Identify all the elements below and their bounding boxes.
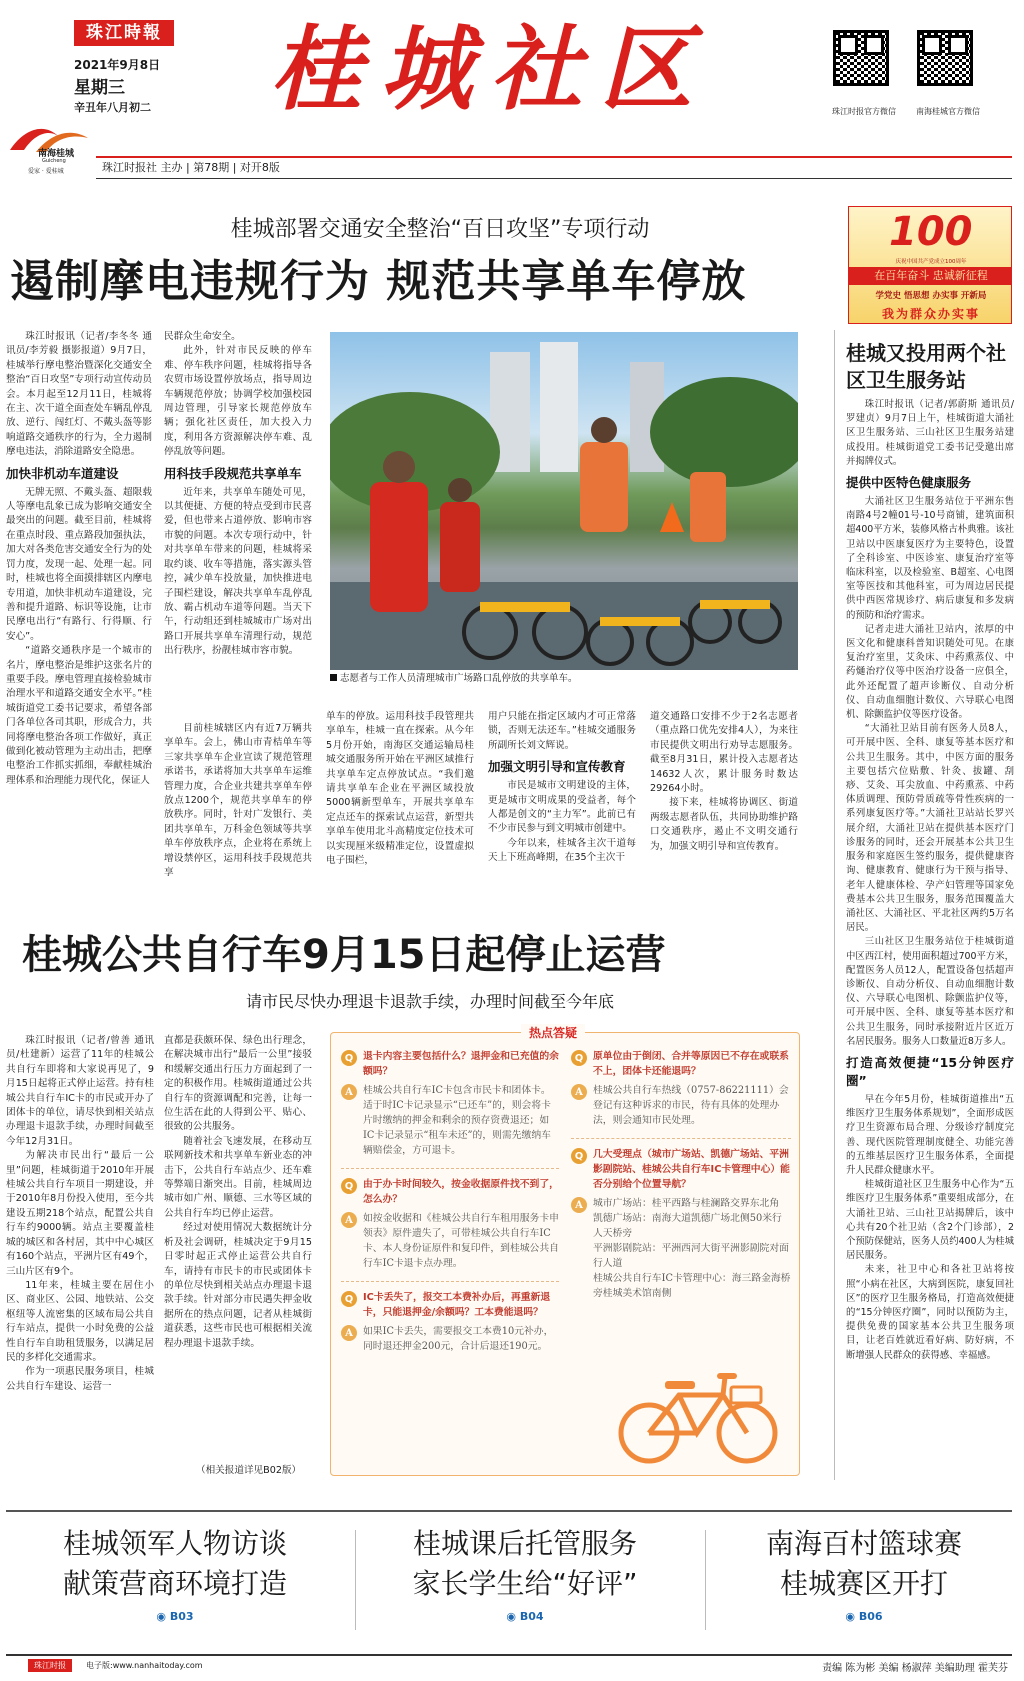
story1-paragraph: 珠江时报讯（记者/李冬冬 通讯员/李芳毅 摄影报道）9月7日，桂城举行摩电整治暨深化交通安全整治“百日攻坚”专项行动宣传动员会。本月起至12月11日，桂城将在主、次干道全面查处车辆乱停乱放、逆行、闯红灯、不戴头盔等影响道路交通秩序的行为，全力遏制摩电违法，消除道路安全隐患。	[6, 331, 152, 458]
story1-paragraph: 此外，针对市民反映的停车难、停车秩序问题，桂城将指导各农贸市场设置停放场点，指导周边车辆规范停放；协调学校加强校园周边管理，引导家长规范停放车辆；强化社区责任，加大投入力度，利用各方资源解决停车难、乱停乱放等问题。	[164, 345, 312, 458]
promo-3[interactable]	[716, 1524, 1012, 1644]
story3-headline: 桂城公共自行车9月15日起停止运营	[22, 932, 666, 978]
story1-paragraph: 今年以来，桂城各主次干道每天上下班高峰期，在35个主次干	[488, 837, 636, 864]
story1-column-6	[650, 710, 798, 900]
footer-tag: 珠江时报	[28, 1659, 72, 1672]
story2-divider	[834, 330, 835, 1480]
story1-column-5	[488, 710, 636, 900]
story2-subhead-1: 提供中医特色健康服务	[846, 475, 972, 491]
story2-paragraph: 早在今年5月份，桂城街道推出“五维医疗卫生服务体系规划”，全面形成医疗卫生资源布局合理、分级诊疗制度完善、现代医院管理制度健全、功能完善的五维基层医疗卫生服务体系，全面提升人民群众健康水平。	[846, 1093, 1014, 1176]
footer-url[interactable]: 电子版:www.nanhaitoday.com	[86, 1661, 203, 1670]
story3-paragraph: 作为一项惠民服务项目，桂城公共自行车建设、运营一	[6, 1366, 154, 1392]
answer-badge-icon: A	[341, 1325, 357, 1341]
promo-2-page[interactable]	[370, 1610, 680, 1623]
qa-answer	[341, 1324, 559, 1354]
promo-divider	[705, 1530, 706, 1630]
qa-answer-text: 如果IC卡丢失，需要报交工本费10元补办，同时退还押金200元，合计后退还190元。	[363, 1326, 554, 1352]
story1-photo[interactable]	[330, 332, 798, 670]
qr-caption-1: 珠江时报官方微信	[832, 107, 896, 116]
story2-paragraph: “大涌社卫站目前有医务人员8人，可开展中医、全科、康复等基本医疗和公共卫生服务。其中，中医方面的服务主要包括穴位贴敷、针灸、拔罐、刮痧、艾灸、耳尖放血、中药熏蒸、中药体质调理、预防骨质疏等骨性疾病的一系列康复医疗等。”大涌社卫站站长罗兴展介绍，大涌社卫站在提供基本医疗门诊服务的同时，还会开展基本公共卫生服务和家庭医生签约服务，提供健康咨询、健康教育、健康行为干预与指导、老年人健康体检、孕产妇管理等国家免费基本公共卫生服务，服务范围覆盖大涌社区、大涌社区、平北社区两约5万名居民。	[846, 723, 1014, 934]
promo-1-line1: 桂城领军人物访谈	[62, 1527, 287, 1560]
qa-answer-text: 桂城公共自行车IC卡包含市民卡和团体卡。适于时IC卡记录显示“已还车”的，则会将卡片时缴纳的押金和剩余的预存资费退还；如IC卡记录显示“租车未还”的，则需先缴纳车辆赔偿金，方可退卡。	[363, 1085, 551, 1156]
qa-question	[571, 1147, 791, 1192]
qr-caption-2: 南海桂城官方微信	[916, 107, 980, 116]
story2-paragraph: 未来，社卫中心和各社卫站将按照“小病在社区，大病到医院，康复回社区”的医疗卫生服务格局，打造高效便捷的“15分钟医疗圈”，同时以预防为主，提供免费的国家基本公共卫生服务项目，让老百姓就近看好病、防好病，不断增强人民群众的获得感、幸福感。	[846, 1264, 1014, 1361]
qa-question	[341, 1177, 559, 1207]
story2-paragraph: 记者走进大涌社卫站内，浓厚的中医文化和健康科普知识随处可见。在康复治疗室里，艾灸床、中药熏蒸仪、中药熥治疗仪等中医治疗设备一应俱全，此外还配置了超声诊断仪、自动分析仪、自动血细胞计数仪、六导联心电图机、除颤监护仪等医疗设备。	[846, 623, 1014, 721]
promo-3-line1: 南海百村篮球赛	[765, 1527, 962, 1560]
story2-subhead-2: 打造高效便捷“15分钟医疗圈”	[846, 1054, 1014, 1088]
side-ad-line3: 学党史 悟思想 办实事 开新局	[875, 291, 987, 301]
promo-top-rule	[6, 1510, 1012, 1512]
bicycle-icon	[613, 1367, 783, 1467]
side-ad-line1: 庆祝中国共产党成立100周年	[895, 259, 967, 265]
story3-paragraph: 为解决市民出行“最后一公里”问题，桂城街道于2010年开展桂城公共自行车项目一期建设，并于2010年8月份投入使用，至今共建设五期218个站点，配置公共自行车约9000辆。站点主要覆盖桂城的城区和各村居，其中中心城区有160个站点，平洲片区有49个，三山片区有9个。	[6, 1150, 154, 1277]
story2-paragraph: 三山社区卫生服务站位于桂城街道中区西江村，使用面积超过700平方米，配置医务人员12人，配置设备包括超声诊断仪、自动分析仪、自动血细胞计数仪、六导联心电图机、除颤监护仪等，可开展中医、全科、康复等基本医疗和公共卫生服务，同时承接附近片区近万名居民服务。服务人口数量近8万多人。	[846, 936, 1014, 1047]
story3-reference: （相关报道详见B02版）	[196, 1465, 302, 1476]
side-ad-line4: 我为群众办实事	[881, 307, 980, 321]
story2-paragraph: 珠江时报讯（记者/郭蔚斯 通讯员/罗建贞）9月7日上午，桂城街道大涌社区卫生服务站、三山社区卫生服务站建成投用。桂城街道党工委书记受邀出席并揭牌仪式。	[846, 399, 1014, 467]
qa-answer-text: 城市广场站：桂平西路与桂澜路交界东北角 凯德广场站：南海大道凯德广场北侧50米行人天桥旁 平洲影剧院站：平洲西河大街平洲影剧院对面行人道 桂城公共自行车IC卡管理中心：海三路金海桥旁桂城美术馆南侧	[593, 1198, 791, 1299]
story3-column-1	[6, 1034, 154, 1478]
story1-photo-caption	[330, 672, 798, 686]
story1-paragraph: 近年来，共享单车随处可见，以其便捷、方便的特点受到市民喜爱，但也带来占道停放、影响市容市貌的问题。本次专项行动中，针对共享单车带来的问题，桂城将采取约谈、收车等措施，落实源头管控，减少单车投放量，加快推进电子围栏建设，解决共享单车乱停乱放、霸占机动车道等问题。当天下午，行动组还到桂城城市广场对出路口开展共享单车清理行动，规范出行秩序，扮靓桂城市容市貌。	[164, 486, 312, 657]
qa-question-text: 退卡内容主要包括什么？退押金和已充值的余额吗？	[363, 1051, 559, 1077]
qa-answer	[571, 1196, 791, 1301]
story1-paragraph: 市民是城市文明建设的主体，更是城市文明成果的受益者，每个人都是创文的“主力军”。此前已有不少市民参与到文明城市创建中。	[488, 780, 636, 835]
story3-paragraph: 直都是获颇环保、绿色出行理念，在解决城市出行“最后一公里”接驳和缓解交通出行压力方面起到了一定的积极作用。桂城街道通过公共自行车的资源调配和完善，让每一位生活在此的人得到公平、贴心、很致的公共服务。	[164, 1035, 312, 1133]
photo-scene-icon	[330, 332, 798, 670]
story1-paragraph: 单车的停放。运用科技手段管理共享单车，桂城一直在探索。从今年5月份开始，南海区交通运输局桂城交通服务所开始在平洲区域推行共享单车定点停放试点。“我们邀请共享单车企业在平洲区域投放5000辆新型单车，开展共享单车定点还车的探索试点运营，新型共享单车使用北斗高精度定位技术可以实现厘米级精准定位，设置虚拟电子围栏，	[326, 711, 474, 867]
masthead-rule-bottom	[96, 178, 1012, 179]
qa-question-text: IC卡丢失了，报交工本费补办后，再重新退卡，只能退押金/余额吗？工本费能退吗？	[363, 1292, 551, 1318]
side-ad-party-100	[848, 206, 1012, 324]
story2-headline: 桂城又投用两个社区卫生服务站	[846, 341, 1006, 392]
caption-marker-icon	[330, 674, 337, 681]
question-badge-icon: Q	[341, 1291, 357, 1307]
qa-answer	[341, 1211, 559, 1271]
answer-badge-icon: A	[571, 1084, 587, 1100]
page-arrow-icon: ◉	[845, 1610, 859, 1623]
promo-3-page[interactable]	[716, 1610, 1012, 1623]
qa-question	[571, 1049, 791, 1079]
story3-paragraph: 经过对使用情况大数据统计分析及社会调研，桂城决定于9月15日零时起正式停止运营公共自行车，请持有市民卡的市民或团体卡的单位尽快到相关站点办理退卡退款手续。针对部分市民遇失押金收据所在的热点问题，记者从桂城街道获悉，这些市民也可根据相关流程办理退卡退款手续。	[164, 1222, 312, 1349]
story2-paragraph: 大涌社区卫生服务站位于平洲东售南路4号2幢01号-10号商铺，建筑面积超400平方米，装修风格古朴典雅。该社卫站以中医康复医疗为主要特色，设置了全科诊室、中医诊室、康复治疗室等临床科室，以及检验室、B超室、心电图室等医技和其他科室，可为周边居民提供中西医常规诊疗、病后康复和多发病的预防和治疗需求。	[846, 496, 1014, 621]
question-badge-icon: Q	[341, 1050, 357, 1066]
story1-paragraph: 无牌无照、不戴头盔、超限载人等摩电乱象已成为影响交通安全最突出的问题。截至目前，桂城将在重点时段、重点路段加强执法，加大对各类危害交通安全行为的处罚力度，发现一起、处理一起。同时，桂城也将全面摸排辖区内摩电专用道，加快非机动车道建设，完善和提升道路、标识等设施，让市民摩电出行“有路行、行得顺、行安心”。	[6, 486, 152, 642]
issue-lunar: 辛丑年八月初二	[74, 101, 151, 114]
story3-paragraph: 珠江时报讯（记者/曾善 通讯员/杜建新）运营了11年的桂城公共自行车即将和大家说再见了，9月15日起将正式停止运营。持有桂城公共自行车IC卡的市民或开办了团体卡的单位，请尽快到相关站点办理退卡退款手续，办理时间截至今年12月31日。	[6, 1035, 154, 1147]
issue-date: 2021年9月8日	[74, 58, 161, 72]
story1-paragraph: 目前桂城辖区内有近7万辆共享单车。会上，佛山市青桔单车等三家共享单车企业宣读了规范管理承诺书，承诺将加大共享单车运维管理力度，合企业共建共享单车停放点1200个，规范共享单车的停放秩序。同时，针对广发银行、美团共享单车，万科金色领域等共享单车停放秩序点，企业将在系统上增设禁停区，运用科技手段规范共享	[164, 723, 312, 879]
qa-question-text: 由于办卡时间较久，按金收据原件找不到了，怎么办？	[363, 1179, 559, 1205]
qa-answer	[571, 1083, 791, 1128]
answer-badge-icon: A	[341, 1212, 357, 1228]
answer-badge-icon: A	[571, 1197, 587, 1213]
story1-column-1	[6, 330, 152, 900]
promo-2[interactable]	[370, 1524, 680, 1644]
story2-paragraph: 桂城街道社区卫生服务中心作为“五维医疗卫生服务体系”重要组成部分，在大涌社卫站、三山社卫站揭牌后，该中心共有20个社卫站（含2个门诊部），2个预防保健站，医务人员约400人为桂城居民服务。	[846, 1179, 1014, 1262]
district-logo-name: 南海桂城	[38, 149, 75, 159]
qa-divider	[571, 1138, 791, 1139]
paper-logo: 珠江時報	[74, 20, 174, 46]
story1-subhead-3: 加强文明引导和宣传教育	[488, 759, 626, 775]
district-logo	[6, 122, 92, 180]
masthead-rule	[96, 156, 1012, 158]
promo-2-line2: 家长学生给“好评”	[412, 1567, 638, 1600]
issue-weekday: 星期三	[74, 78, 125, 98]
answer-badge-icon: A	[341, 1084, 357, 1100]
promo-1-page-number: B03	[169, 1610, 194, 1623]
side-ad-number: 100	[889, 209, 973, 255]
story2-body	[846, 398, 1014, 1480]
story1-column-2	[164, 330, 312, 710]
promo-divider	[355, 1530, 356, 1630]
promo-2-line1: 桂城课后托管服务	[412, 1527, 637, 1560]
story1-paragraph: 道交通路口安排不少于2名志愿者（重点路口优先安排4人），为来往市民提供文明出行劝导志愿服务。截至8月31日，累计投入志愿者达14632人次，累计服务时数达29264小时。	[650, 711, 798, 795]
story1-subhead-1: 加快非机动车道建设	[6, 465, 119, 481]
promo-1[interactable]	[20, 1524, 330, 1644]
story3-column-2	[164, 1034, 312, 1454]
promo-3-page-number: B06	[858, 1610, 883, 1623]
qa-column-left	[341, 1049, 559, 1364]
qa-question	[341, 1049, 559, 1079]
story3-subhead: 请市民尽快办理退卡退款手续，办理时间截至今年底	[245, 992, 614, 1011]
question-badge-icon: Q	[571, 1148, 587, 1164]
qr-code-1[interactable]	[833, 30, 889, 86]
footer	[6, 1654, 1012, 1676]
district-logo-slogan: 爱家 · 爱桂城	[28, 168, 64, 175]
story1-column-4	[326, 710, 474, 900]
story1-headline: 遏制摩电违规行为 规范共享单车停放	[10, 256, 747, 307]
qa-divider	[341, 1281, 559, 1282]
promo-3-line2: 桂城赛区开打	[779, 1567, 948, 1600]
footer-credits: 责编 陈为彬 美编 杨淑萍 美编助理 霍芙芬	[822, 1663, 1008, 1674]
story3-paragraph: 随着社会飞速发展，在移动互联网新技术和共享单车新业态的冲击下，公共自行车站点少、还车难等弊端日渐突出。目前，桂城周边城市如广州、顺德、三水等区域的公共自行车均已停止运营。	[164, 1135, 312, 1219]
masthead-title: 桂城社区	[270, 15, 711, 123]
promo-1-line2: 献策营商环境打造	[62, 1567, 287, 1600]
promo-1-page[interactable]	[20, 1610, 330, 1623]
caption-text: 志愿者与工作人员清理城市广场路口乱停放的共享单车。	[340, 673, 578, 684]
promo-2-page-number: B04	[519, 1610, 544, 1623]
story3-paragraph: 11年来，桂城主要在居住小区、商业区、公园、地铁站、公交枢纽等人流密集的区域布局公共自行车站点，提供一小时免费的公益性自行车自助租赁服务，以满足居民的多样化交通需求。	[6, 1279, 154, 1363]
district-logo-en: Guicheng	[42, 158, 66, 164]
qa-divider	[341, 1168, 559, 1169]
masthead	[0, 0, 1024, 180]
qa-title: 热点答疑	[521, 1024, 585, 1041]
qa-column-right	[571, 1049, 791, 1311]
question-badge-icon: Q	[571, 1050, 587, 1066]
qa-question-text: 原单位由于倒闭、合并等原因已不存在或联系不上，团体卡还能退吗？	[593, 1051, 789, 1077]
info-line: 珠江时报社 主办 | 第78期 | 对开8版	[102, 161, 280, 174]
page-arrow-icon: ◉	[506, 1610, 520, 1623]
side-ad-line2: 在百年奋斗 忠诚新征程	[849, 267, 1012, 285]
qa-box	[330, 1026, 800, 1476]
story1-kicker: 桂城部署交通安全整治“百日攻坚”专项行动	[230, 217, 650, 242]
qa-answer-text: 桂城公共自行车热线（0757-86221111）会登记有这种诉求的市民，待有具体的处理办法，则会通知市民处理。	[593, 1085, 789, 1126]
story1-subhead-2: 用科技手段规范共享单车	[164, 465, 302, 481]
qa-question-text: 几大受理点（城市广场站、凯德广场站、平洲影剧院站、桂城公共自行车IC卡管理中心）能否分别给个位置导航？	[593, 1149, 790, 1190]
story1-column-3	[164, 722, 312, 900]
qa-answer	[341, 1083, 559, 1158]
story1-paragraph: 民群众生命安全。	[164, 331, 241, 342]
story1-paragraph: 用户只能在指定区域内才可正常落锁，否则无法还车。”桂城交通服务所副所长刘文辉说。	[488, 711, 636, 751]
question-badge-icon: Q	[341, 1178, 357, 1194]
qr-code-2[interactable]	[917, 30, 973, 86]
qa-answer-text: 如按金收据和《桂城公共自行车租用服务卡申领表》原件遗失了，可带桂城公共自行车IC卡、本人身份证原件和复印件，到桂城公共自行车IC卡退卡点办理。	[363, 1213, 559, 1269]
story1-paragraph: “道路交通秩序是一个城市的名片，摩电整治是维护这张名片的重要手段。摩电管理直接检验城市治理水平和道路交通安全水平。”桂城街道党工委书记要求，希望各部门各单位各司其职，形成合力，共同将摩电整治各项工作做好，真正做到化被动管理为主动出击，把摩电整治工作抓实抓细，奉献桂城治理体系和治理能力现代化，保证人	[6, 645, 152, 786]
page-arrow-icon: ◉	[156, 1610, 170, 1623]
qa-question	[341, 1290, 559, 1320]
story1-paragraph: 接下来，桂城将协调区、街道两级志愿者队伍，共同协助维护路口交通秩序，遏止不文明交通行为，加强文明引导和宣传教育。	[650, 797, 798, 852]
